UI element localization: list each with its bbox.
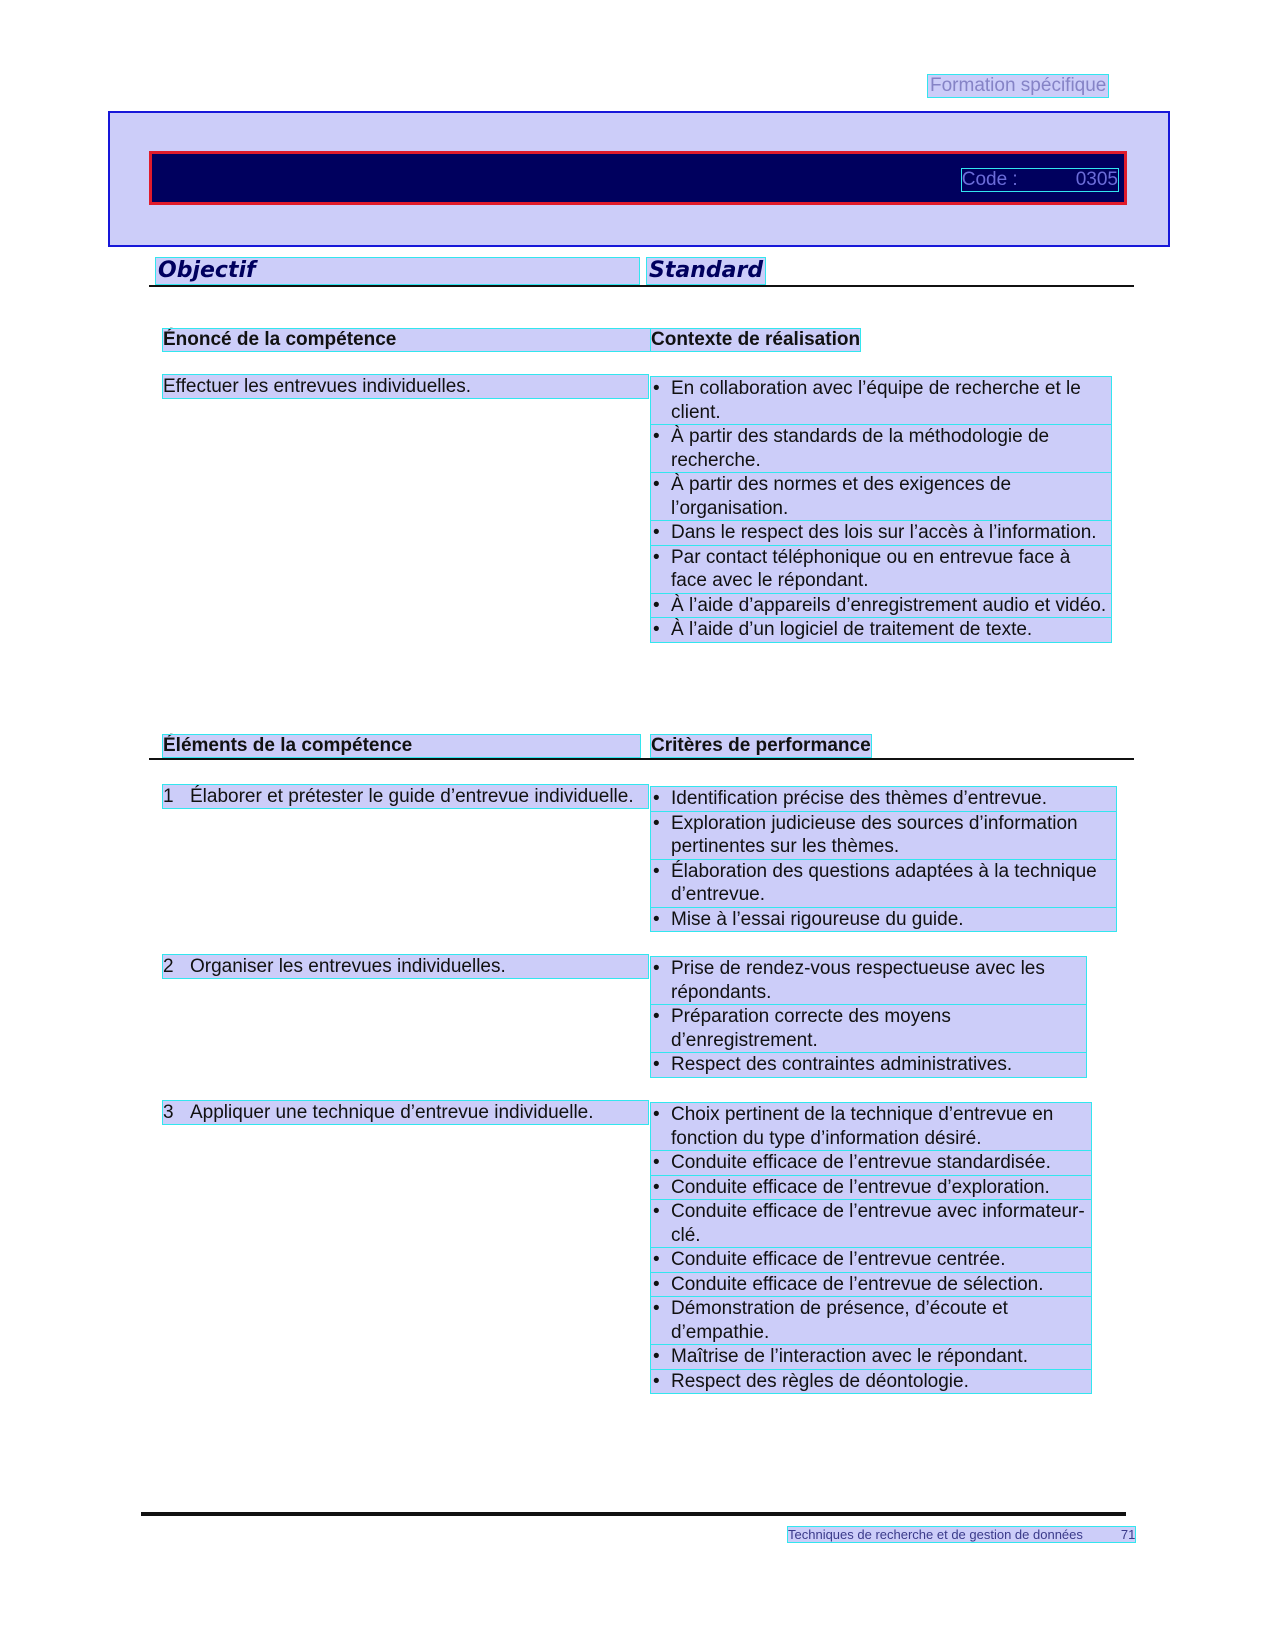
context-item: • À partir des standards de la méthodologie de recherche. [651, 425, 1111, 472]
context-item: • En collaboration avec l’équipe de recherche et le client. [651, 377, 1111, 424]
criteria-heading: Critères de performance [651, 735, 871, 756]
criterion-item: • Choix pertinent de la technique d’entrevue en fonction du type d’information désiré. [651, 1103, 1091, 1150]
criterion-item: • Préparation correcte des moyens d’enregistrement. [651, 1005, 1086, 1052]
criterion-item: • Démonstration de présence, d’écoute et d’empathie. [651, 1297, 1091, 1344]
competency-banner [108, 111, 1170, 247]
criterion-item: • Conduite efficace de l’entrevue d’exploration. [651, 1176, 1091, 1200]
context-item: • Par contact téléphonique ou en entrevue face à face avec le répondant. [651, 546, 1111, 593]
element-2 [163, 955, 648, 978]
criterion-item: • Conduite efficace de l’entrevue centrée. [651, 1248, 1091, 1272]
code-value: 0305 [1075, 169, 1118, 190]
element-text: Organiser les entrevues individuelles. [190, 956, 506, 977]
footer [788, 1527, 1135, 1542]
elements-heading: Éléments de la compétence [163, 735, 640, 757]
context-heading: Contexte de réalisation [651, 329, 861, 350]
criteria-list-3 [651, 1103, 1091, 1394]
elements-header-rule [149, 758, 1134, 760]
column-header-rule [149, 285, 1134, 287]
column-header-objectif: Objectif [156, 258, 639, 284]
criterion-item: • Mise à l’essai rigoureuse du guide. [651, 908, 1116, 932]
criterion-item: • Conduite efficace de l’entrevue standardisée. [651, 1151, 1091, 1175]
criterion-item: • Conduite efficace de l’entrevue de sélection. [651, 1273, 1091, 1297]
criterion-item: • Conduite efficace de l’entrevue avec informateur-clé. [651, 1200, 1091, 1247]
section-label: Formation spécifique [930, 75, 1107, 96]
context-item: • À partir des normes et des exigences de l’organisation. [651, 473, 1111, 520]
competency-code [962, 169, 1118, 191]
criterion-item: • Prise de rendez-vous respectueuse avec les répondants. [651, 957, 1086, 1004]
context-item: • À l’aide d’appareils d’enregistrement audio et vidéo. [651, 594, 1111, 618]
element-text: Élaborer et prétester le guide d’entrevue individuelle. [190, 786, 634, 807]
element-number: 2 [163, 956, 174, 977]
element-text: Appliquer une technique d’entrevue individuelle. [190, 1102, 594, 1123]
page-number: 71 [1120, 1527, 1136, 1542]
element-3 [163, 1101, 648, 1124]
footer-program: Techniques de recherche et de gestion de données [788, 1527, 1083, 1542]
statement-heading: Énoncé de la compétence [163, 329, 651, 351]
footer-rule [141, 1512, 1126, 1516]
criteria-list-2 [651, 957, 1086, 1078]
criterion-item: • Élaboration des questions adaptées à la technique d’entrevue. [651, 860, 1116, 907]
column-header-standard: Standard [649, 258, 764, 283]
criterion-item: • Identification précise des thèmes d’entrevue. [651, 787, 1116, 811]
criteria-list-1 [651, 787, 1116, 932]
statement-text: Effectuer les entrevues individuelles. [163, 375, 648, 398]
criterion-item: • Respect des règles de déontologie. [651, 1370, 1091, 1394]
criterion-item: • Respect des contraintes administratives. [651, 1053, 1086, 1077]
criterion-item: • Exploration judicieuse des sources d’information pertinentes sur les thèmes. [651, 812, 1116, 859]
criterion-item: • Maîtrise de l’interaction avec le répondant. [651, 1345, 1091, 1369]
context-item: • Dans le respect des lois sur l’accès à l’information. [651, 521, 1111, 545]
competency-title-bar [149, 151, 1127, 205]
element-number: 1 [163, 786, 174, 807]
context-item: • À l’aide d’un logiciel de traitement de texte. [651, 618, 1111, 642]
context-list [651, 377, 1111, 643]
element-number: 3 [163, 1102, 174, 1123]
element-1 [163, 785, 648, 808]
code-label: Code : [961, 169, 1018, 190]
